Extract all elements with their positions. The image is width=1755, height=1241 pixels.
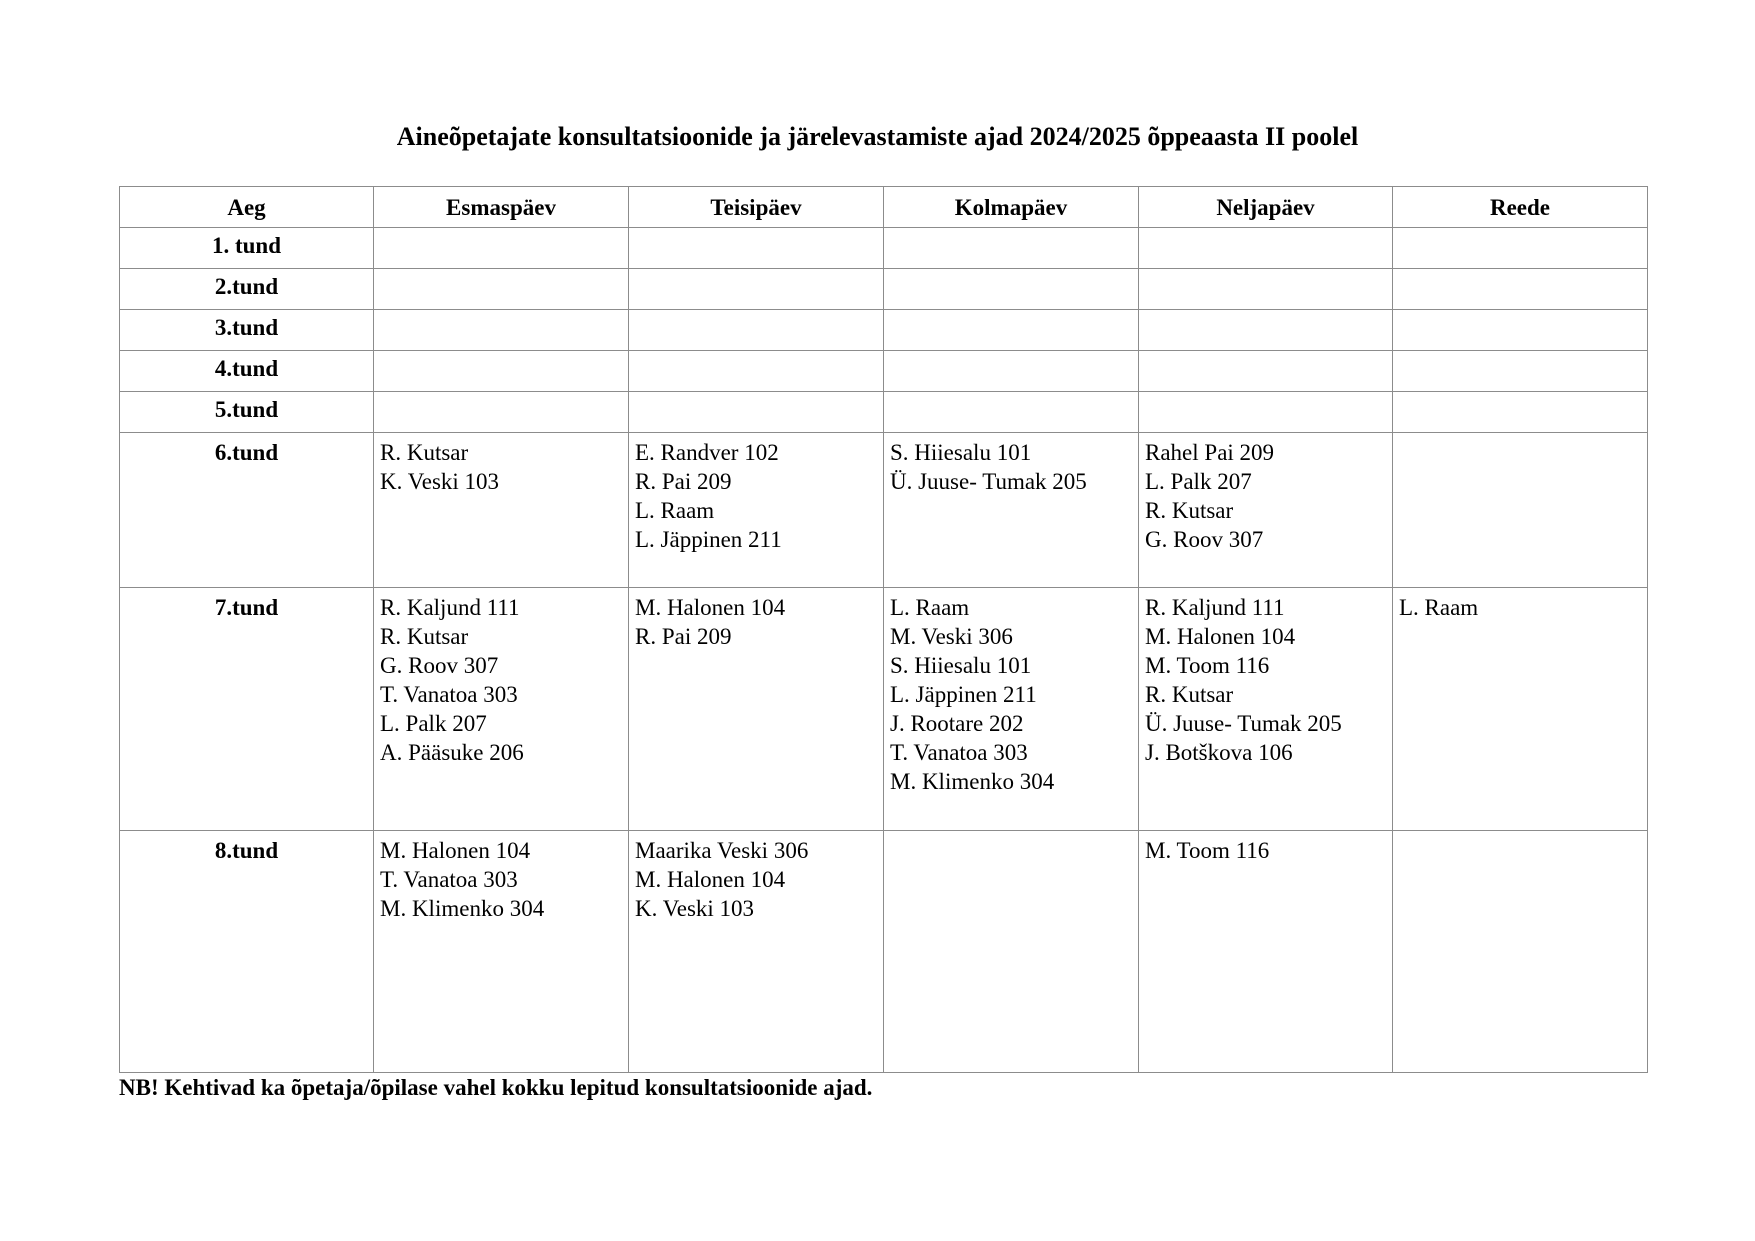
cell-thursday bbox=[1139, 588, 1393, 831]
teacher-entry: T. Vanatoa 303 bbox=[380, 867, 518, 892]
cell-tuesday bbox=[629, 310, 884, 351]
cell-monday bbox=[374, 269, 629, 310]
header-wednesday: Kolmapäev bbox=[884, 187, 1139, 228]
teacher-entry: L. Palk 207 bbox=[380, 711, 487, 736]
cell-thursday bbox=[1139, 228, 1393, 269]
header-monday: Esmaspäev bbox=[374, 187, 629, 228]
teacher-entry: J. Botškova 106 bbox=[1145, 740, 1293, 765]
period-label: 4.tund bbox=[120, 351, 374, 392]
cell-monday bbox=[374, 228, 629, 269]
teacher-entry: L. Raam bbox=[890, 595, 970, 620]
teacher-entry: M. Veski 306 bbox=[890, 624, 1013, 649]
cell-friday bbox=[1393, 228, 1648, 269]
teacher-entry: K. Veski 103 bbox=[380, 469, 500, 494]
teacher-entry: T. Vanatoa 303 bbox=[890, 740, 1028, 765]
teacher-entry: M. Halonen 104 bbox=[635, 867, 786, 892]
period-label: 8.tund bbox=[120, 831, 374, 1073]
table-row bbox=[120, 392, 1648, 433]
cell-tuesday bbox=[629, 588, 884, 831]
cell-tuesday bbox=[629, 433, 884, 588]
teacher-entry: M. Klimenko 304 bbox=[380, 896, 545, 921]
teacher-entry: L. Raam bbox=[1399, 595, 1479, 620]
cell-monday bbox=[374, 392, 629, 433]
teacher-entry: R. Kutsar bbox=[380, 624, 469, 649]
cell-tuesday bbox=[629, 351, 884, 392]
cell-thursday bbox=[1139, 831, 1393, 1073]
cell-tuesday bbox=[629, 392, 884, 433]
table-row bbox=[120, 831, 1648, 1073]
cell-monday bbox=[374, 588, 629, 831]
cell-thursday bbox=[1139, 433, 1393, 588]
header-row bbox=[120, 187, 1648, 228]
teacher-entry: R. Pai 209 bbox=[635, 624, 732, 649]
table-row bbox=[120, 310, 1648, 351]
teacher-entry: Ü. Juuse- Tumak 205 bbox=[890, 469, 1087, 494]
teacher-entry: L. Jäppinen 211 bbox=[635, 527, 782, 552]
teacher-entry: L. Jäppinen 211 bbox=[890, 682, 1037, 707]
period-label: 7.tund bbox=[120, 588, 374, 831]
cell-friday bbox=[1393, 269, 1648, 310]
footnote: NB! Kehtivad ka õpetaja/õpilase vahel kokku lepitud konsultatsioonide ajad. bbox=[119, 1075, 873, 1100]
cell-friday bbox=[1393, 588, 1648, 831]
period-label: 6.tund bbox=[120, 433, 374, 588]
teacher-entry: R. Pai 209 bbox=[635, 469, 732, 494]
cell-tuesday bbox=[629, 831, 884, 1073]
teacher-entry: M. Halonen 104 bbox=[1145, 624, 1296, 649]
header-time: Aeg bbox=[120, 187, 374, 228]
teacher-entry: R. Kutsar bbox=[1145, 498, 1234, 523]
cell-wednesday bbox=[884, 228, 1139, 269]
header-thursday: Neljapäev bbox=[1139, 187, 1393, 228]
cell-wednesday bbox=[884, 310, 1139, 351]
teacher-entry: M. Halonen 104 bbox=[635, 595, 786, 620]
cell-thursday bbox=[1139, 351, 1393, 392]
cell-thursday bbox=[1139, 310, 1393, 351]
cell-wednesday bbox=[884, 269, 1139, 310]
teacher-entry: M. Toom 116 bbox=[1145, 653, 1270, 678]
teacher-entry: R. Kaljund 111 bbox=[380, 595, 520, 620]
cell-wednesday bbox=[884, 392, 1139, 433]
cell-monday bbox=[374, 351, 629, 392]
cell-wednesday bbox=[884, 433, 1139, 588]
teacher-entry: R. Kutsar bbox=[380, 440, 469, 465]
period-label: 3.tund bbox=[120, 310, 374, 351]
cell-tuesday bbox=[629, 228, 884, 269]
cell-wednesday bbox=[884, 588, 1139, 831]
table-row bbox=[120, 228, 1648, 269]
teacher-entry: R. Kutsar bbox=[1145, 682, 1234, 707]
cell-friday bbox=[1393, 433, 1648, 588]
table-row bbox=[120, 269, 1648, 310]
teacher-entry: L. Raam bbox=[635, 498, 715, 523]
period-label: 5.tund bbox=[120, 392, 374, 433]
cell-thursday bbox=[1139, 269, 1393, 310]
cell-tuesday bbox=[629, 269, 884, 310]
teacher-entry: Ü. Juuse- Tumak 205 bbox=[1145, 711, 1342, 736]
schedule-table bbox=[119, 186, 1648, 1073]
table-row bbox=[120, 433, 1648, 588]
teacher-entry: Rahel Pai 209 bbox=[1145, 440, 1275, 465]
teacher-entry: G. Roov 307 bbox=[1145, 527, 1264, 552]
teacher-entry: J. Rootare 202 bbox=[890, 711, 1024, 736]
teacher-entry: R. Kaljund 111 bbox=[1145, 595, 1285, 620]
teacher-entry: G. Roov 307 bbox=[380, 653, 499, 678]
teacher-entry: M. Halonen 104 bbox=[380, 838, 531, 863]
teacher-entry: Maarika Veski 306 bbox=[635, 838, 809, 863]
cell-wednesday bbox=[884, 831, 1139, 1073]
cell-monday bbox=[374, 433, 629, 588]
teacher-entry: S. Hiiesalu 101 bbox=[890, 440, 1032, 465]
cell-friday bbox=[1393, 392, 1648, 433]
table-row bbox=[120, 588, 1648, 831]
cell-friday bbox=[1393, 831, 1648, 1073]
cell-friday bbox=[1393, 310, 1648, 351]
table-row bbox=[120, 351, 1648, 392]
teacher-entry: A. Pääsuke 206 bbox=[380, 740, 524, 765]
teacher-entry: E. Randver 102 bbox=[635, 440, 779, 465]
header-tuesday: Teisipäev bbox=[629, 187, 884, 228]
teacher-entry: L. Palk 207 bbox=[1145, 469, 1252, 494]
teacher-entry: M. Klimenko 304 bbox=[890, 769, 1055, 794]
cell-wednesday bbox=[884, 351, 1139, 392]
teacher-entry: K. Veski 103 bbox=[635, 896, 755, 921]
teacher-entry: M. Toom 116 bbox=[1145, 838, 1270, 863]
header-friday: Reede bbox=[1393, 187, 1648, 228]
page-title: Aineõpetajate konsultatsioonide ja järelevastamiste ajad 2024/2025 õppeaasta II poolel bbox=[396, 122, 1359, 151]
cell-monday bbox=[374, 831, 629, 1073]
teacher-entry: S. Hiiesalu 101 bbox=[890, 653, 1032, 678]
teacher-entry: T. Vanatoa 303 bbox=[380, 682, 518, 707]
cell-monday bbox=[374, 310, 629, 351]
cell-thursday bbox=[1139, 392, 1393, 433]
period-label: 1. tund bbox=[120, 228, 374, 269]
period-label: 2.tund bbox=[120, 269, 374, 310]
cell-friday bbox=[1393, 351, 1648, 392]
